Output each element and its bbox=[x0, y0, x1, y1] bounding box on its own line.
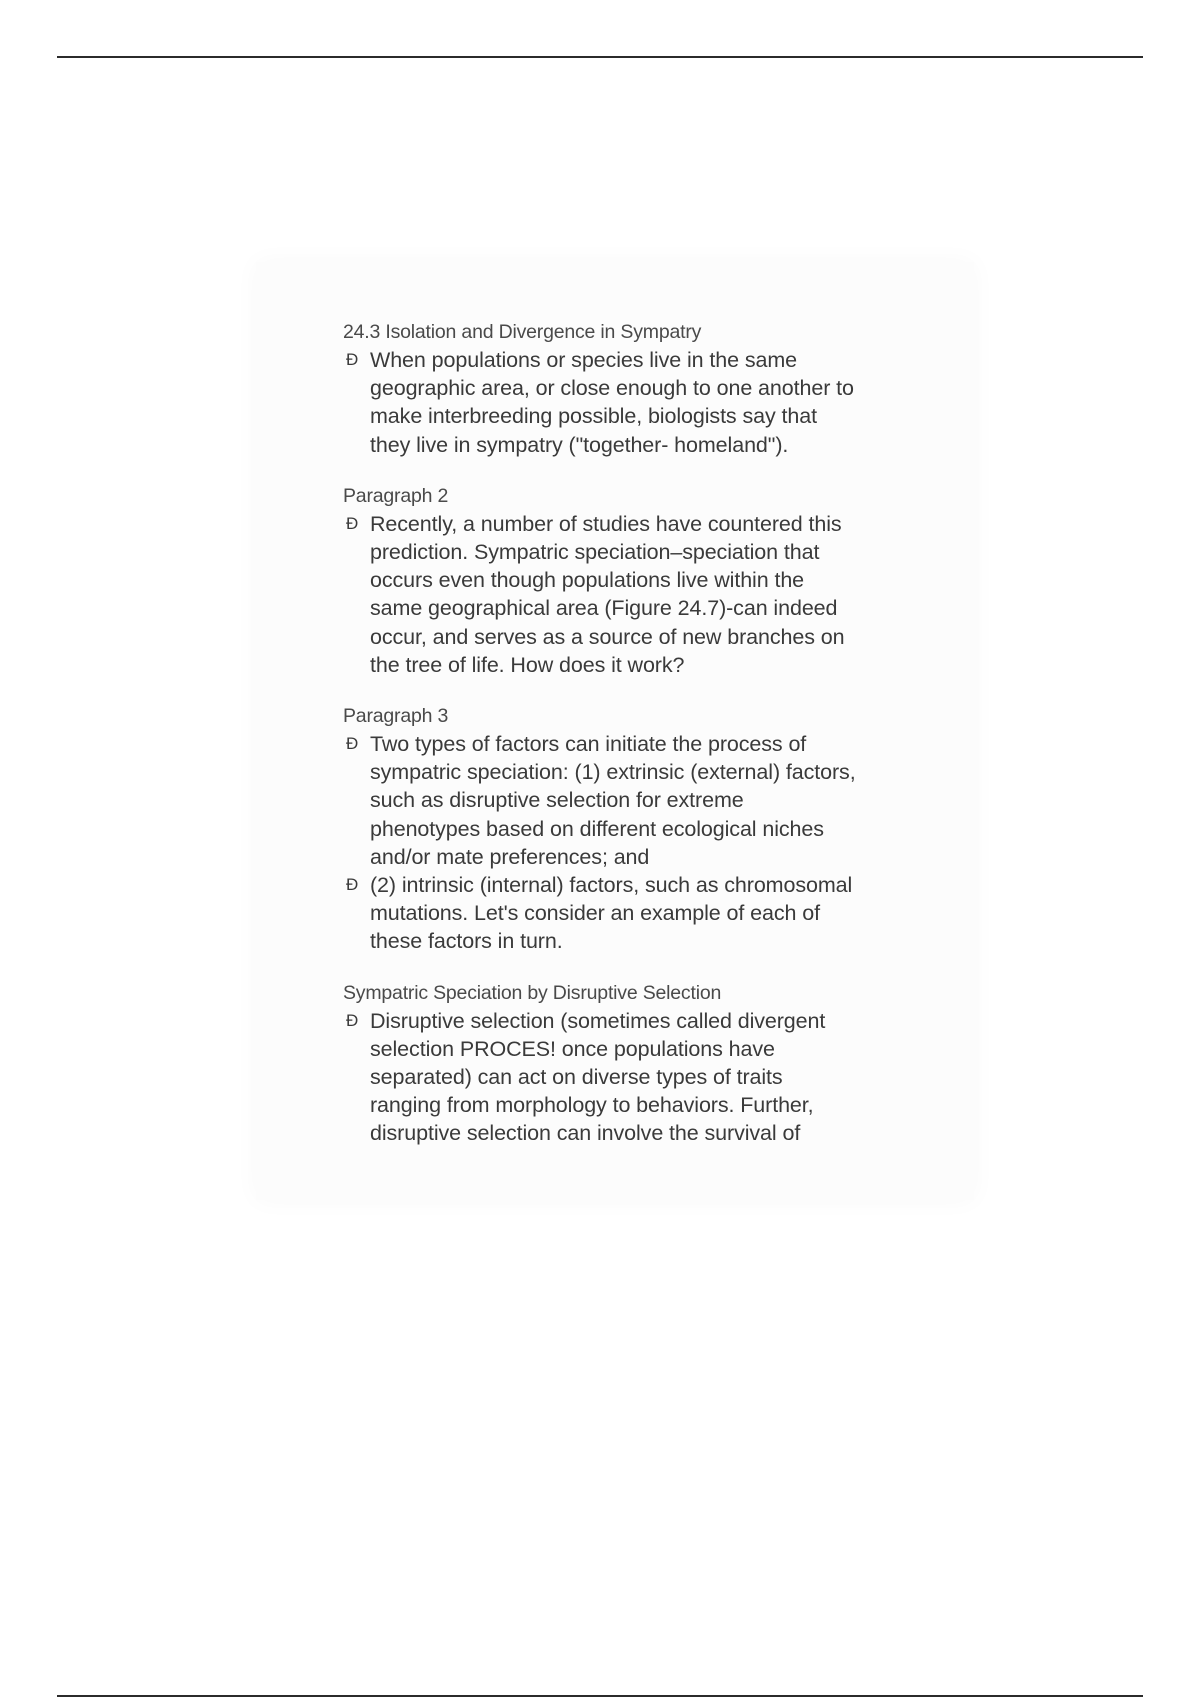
bullet-item bbox=[343, 1007, 903, 1148]
bullet-marker-icon: Đ bbox=[346, 350, 359, 369]
bullet-line: selection PROCES! once populations have bbox=[370, 1036, 775, 1061]
section-heading: Paragraph 2 bbox=[343, 484, 449, 507]
bullet-line: disruptive selection can involve the survival of bbox=[370, 1121, 801, 1146]
bullet-line: When populations or species live in the same bbox=[370, 348, 798, 372]
section-heading: Paragraph 3 bbox=[343, 705, 449, 728]
section bbox=[343, 482, 903, 679]
bullet-line: same geographical area (Figure 24.7)-can indeed bbox=[370, 596, 838, 621]
section-heading: 24.3 Isolation and Divergence in Sympatry bbox=[343, 321, 702, 343]
bullet-line: occur, and serves as a source of new branches on bbox=[370, 624, 845, 649]
bullet-line: the tree of life. How does it work? bbox=[370, 652, 685, 677]
bullet-line: Two types of factors can initiate the process of bbox=[370, 732, 807, 757]
bullet-marker-icon: Đ bbox=[346, 513, 359, 533]
bullet-line: such as disruptive selection for extreme bbox=[370, 788, 744, 813]
bullet-line: prediction. Sympatric speciation–speciation that bbox=[370, 540, 820, 565]
bullet-line: mutations. Let's consider an example of each of bbox=[370, 901, 820, 926]
section bbox=[343, 318, 903, 459]
slide-text bbox=[343, 318, 903, 1171]
bullet-line: sympatric speciation: (1) extrinsic (external) factors, bbox=[370, 760, 856, 785]
bullet-item bbox=[343, 510, 903, 679]
bullet-line: these factors in turn. bbox=[370, 929, 563, 954]
bullet-line: Disruptive selection (sometimes called divergent bbox=[370, 1008, 826, 1033]
bullet-marker-icon: Đ bbox=[346, 1010, 359, 1030]
bullet-line: geographic area, or close enough to one another to bbox=[370, 376, 854, 401]
bullet-line: Recently, a number of studies have countered this bbox=[370, 511, 842, 536]
top-rule bbox=[57, 56, 1143, 58]
bullet-item bbox=[343, 871, 903, 956]
section bbox=[343, 702, 903, 956]
bullet-line: (2) intrinsic (internal) factors, such as chromosomal bbox=[370, 873, 853, 898]
bullet-line: occurs even though populations live within the bbox=[370, 568, 805, 593]
bullet-line: separated) can act on diverse types of traits bbox=[370, 1065, 783, 1090]
section-heading: Sympatric Speciation by Disruptive Selection bbox=[343, 981, 722, 1004]
bullet-line: they live in sympatry ("together- homeland"). bbox=[370, 432, 789, 457]
bullet-item bbox=[343, 346, 903, 459]
bullet-line: and/or mate preferences; and bbox=[370, 844, 650, 869]
bullet-line: phenotypes based on different ecological niches bbox=[370, 816, 824, 841]
bottom-rule bbox=[57, 1695, 1143, 1697]
bullet-item bbox=[343, 730, 903, 871]
bullet-line: ranging from morphology to behaviors. Further, bbox=[370, 1093, 814, 1118]
bullet-marker-icon: Đ bbox=[346, 734, 359, 754]
bullet-line: make interbreeding possible, biologists say that bbox=[370, 404, 817, 429]
bullet-marker-icon: Đ bbox=[346, 875, 359, 895]
section bbox=[343, 979, 903, 1148]
